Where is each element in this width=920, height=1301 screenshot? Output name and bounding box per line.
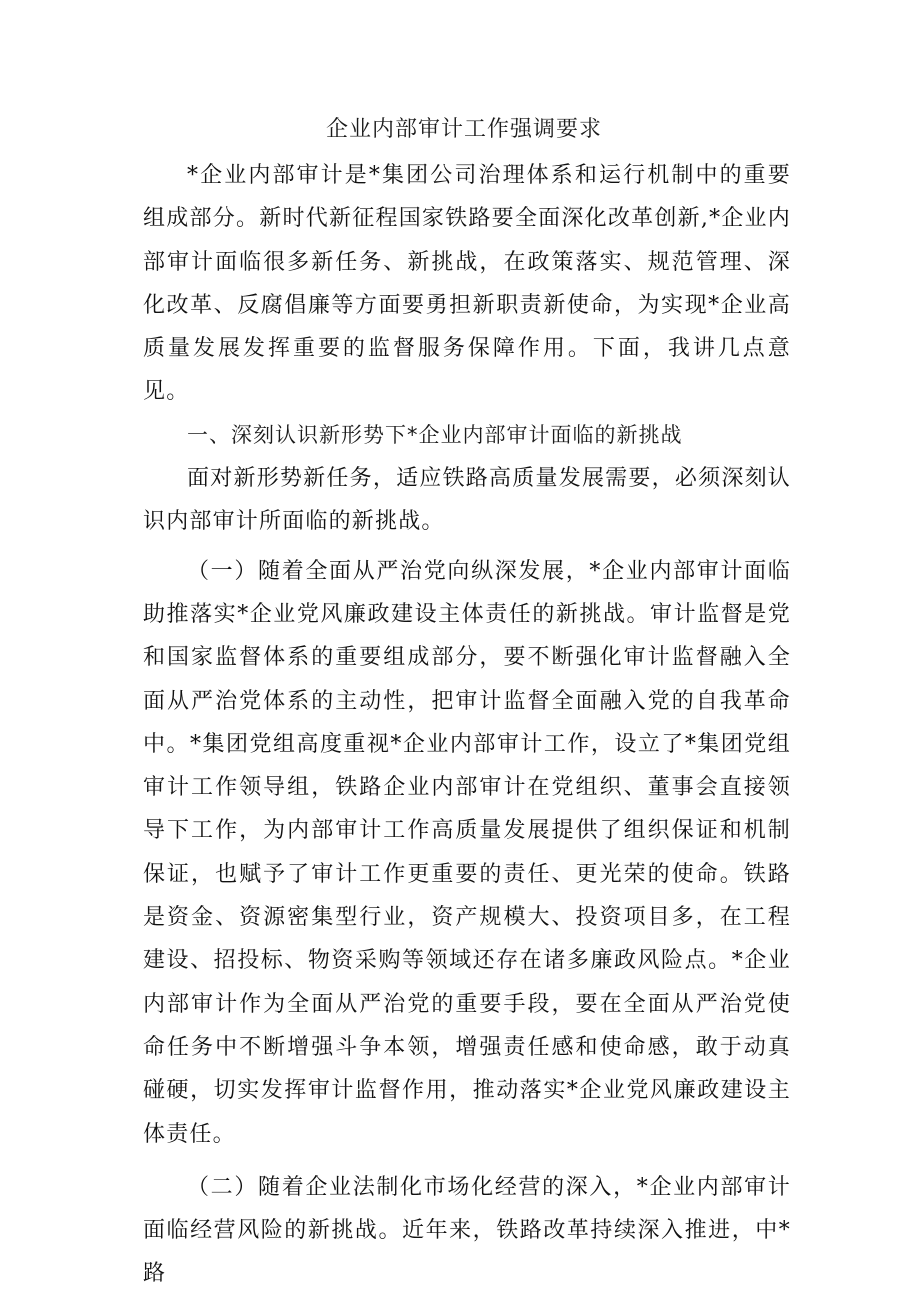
paragraph-point-2: （二）随着企业法制化市场化经营的深入，*企业内部审计面临经营风险的新挑战。近年来，铁路改革持续深入推进，中*路 bbox=[143, 1174, 791, 1287]
section-heading-1: 一、深刻认识新形势下*企业内部审计面临的新挑战 bbox=[187, 422, 683, 447]
paragraph-section-1-intro: 面对新形势新任务，适应铁路高质量发展需要，必须深刻认识内部审计所面临的新挑战。 bbox=[143, 466, 791, 535]
paragraph-point-1: （一）随着全面从严治党向纵深发展，*企业内部审计面临助推落实*企业党风廉政建设主体责任的新挑战。审计监督是党和国家监督体系的重要组成部分，要不断强化审计监督融入全面从严治党体系的主动性，把审计监督全面融入党的自我革命中。*集团党组高度重视*企业内部审计工作，设立了*集团党组审计工作领导组，铁路企业内部审计在党组织、董事会直接领导下工作，为内部审计工作高质量发展提供了组织保证和机制保证，也赋予了审计工作更重要的责任、更光荣的使命。铁路是资金、资源密集型行业，资产规模大、投资项目多，在工程建设、招投标、物资采购等领域还存在诸多廉政风险点。*企业内部审计作为全面从严治党的重要手段，要在全面从严治党使命任务中不断增强斗争本领，增强责任感和使命感，敢于动真碰硬，切实发挥审计监督作用，推动落实*企业党风廉政建设主体责任。 bbox=[143, 558, 791, 1147]
paragraph-intro: *企业内部审计是*集团公司治理体系和运行机制中的重要组成部分。新时代新征程国家铁路要全面深化改革创新,*企业内部审计面临很多新任务、新挑战，在政策落实、规范管理、深化改革、反腐倡廉等方面要勇担新职责新使命，为实现*企业高质量发展发挥重要的监督服务保障作用。下面，我讲几点意见。 bbox=[143, 163, 791, 405]
document-body bbox=[143, 110, 791, 1296]
document-title: 企业内部审计工作强调要求 bbox=[326, 117, 603, 142]
